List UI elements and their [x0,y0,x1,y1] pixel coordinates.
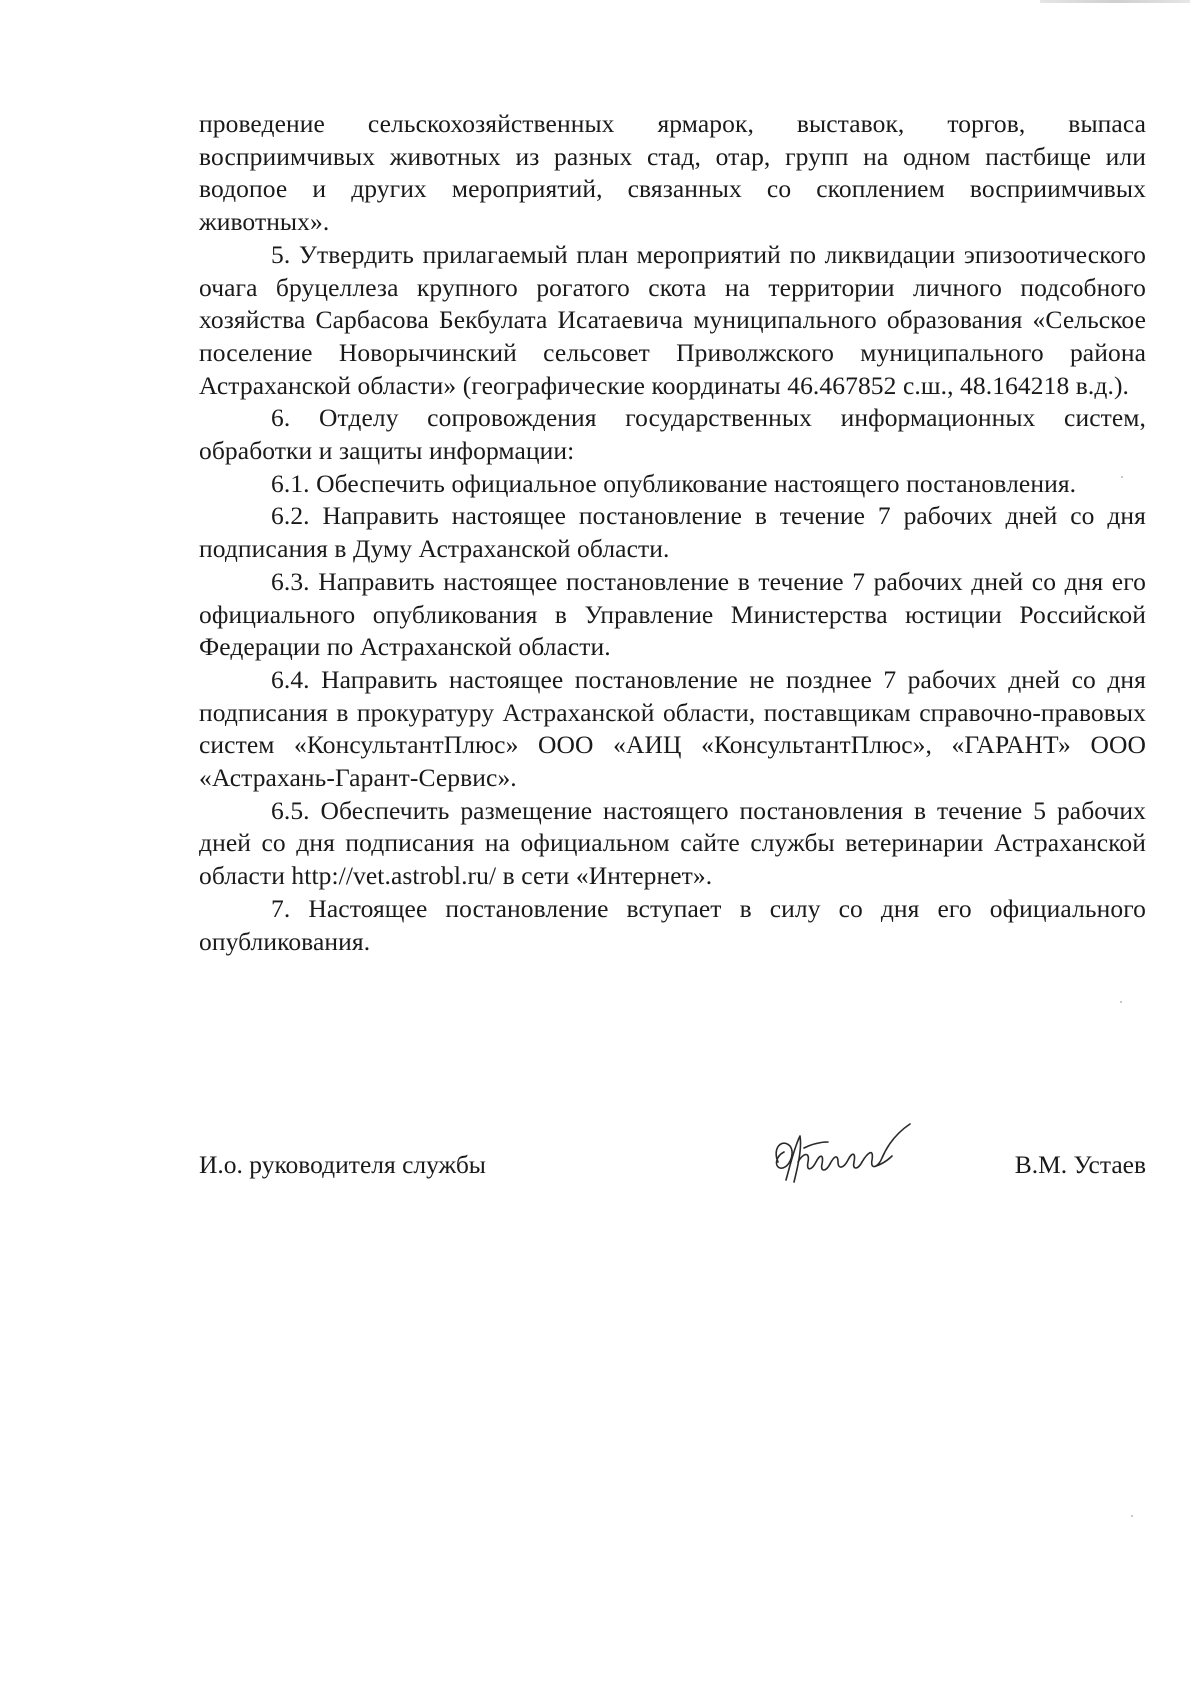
document-body [199,108,1146,958]
paragraph-item-6: 6. Отделу сопровождения государственных информационных систем, обработки и защиты информации: [199,403,1146,466]
paragraph-item-6-2: 6.2. Направить настоящее постановление в течение 7 рабочих дней со дня подписания в Думу Астраханской области. [199,501,1146,564]
paragraph-continuation: проведение сельскохозяйственных ярмарок, выставок, торгов, выпаса восприимчивых животных из разных стад, отар, групп на одном пастбище или водопое и других мероприятий, связанных со скоплением восприимчивых животных». [199,109,1146,237]
scan-speck [1131,1515,1133,1517]
scan-speck [1121,476,1123,478]
paragraph-item-6-1: 6.1. Обеспечить официальное опубликование настоящего постановления. [271,468,1077,498]
scan-edge-mark [1040,0,1190,3]
paragraph-item-6-5: 6.5. Обеспечить размещение настоящего постановления в течение 5 рабочих дней со дня подписания на официальном сайте службы ветеринарии Астраханской области http://vet.astrobl.ru/ в сети «Интернет». [199,795,1146,891]
signature-block [199,1140,1146,1200]
paragraph-item-7: 7. Настоящее постановление вступает в силу со дня его официального опубликования. [199,893,1146,956]
paragraph-item-6-3: 6.3. Направить настоящее постановление в течение 7 рабочих дней со дня его официального опубликования в Управление Министерства юстиции Российской Федерации по Астраханской области. [199,566,1146,662]
paragraph-item-6-4: 6.4. Направить настоящее постановление не позднее 7 рабочих дней со дня подписания в прокуратуру Астраханской области, поставщикам справочно-правовых систем «КонсультантПлюс» ООО «АИЦ «КонсультантПлюс», «ГАРАНТ» ООО «Астрахань-Гарант-Сервис». [199,664,1146,793]
scan-speck [1120,1001,1122,1003]
signatory-name: В.М. Устаев [1014,1150,1146,1179]
paragraph-item-5: 5. Утвердить прилагаемый план мероприятий по ликвидации эпизоотического очага бруцеллеза крупного рогатого скота на территории личного подсобного хозяйства Сарбасова Бекбулата Исатаевича муниципального образования «Сельское поселение Новорычинский сельсовет Приволжского муниципального района Астраханской области» (географические координаты 46.467852 с.ш., 48.164218 в.д.). [199,239,1146,400]
handwritten-signature-icon [764,1118,924,1202]
signatory-position: И.о. руководителя службы [199,1150,486,1179]
